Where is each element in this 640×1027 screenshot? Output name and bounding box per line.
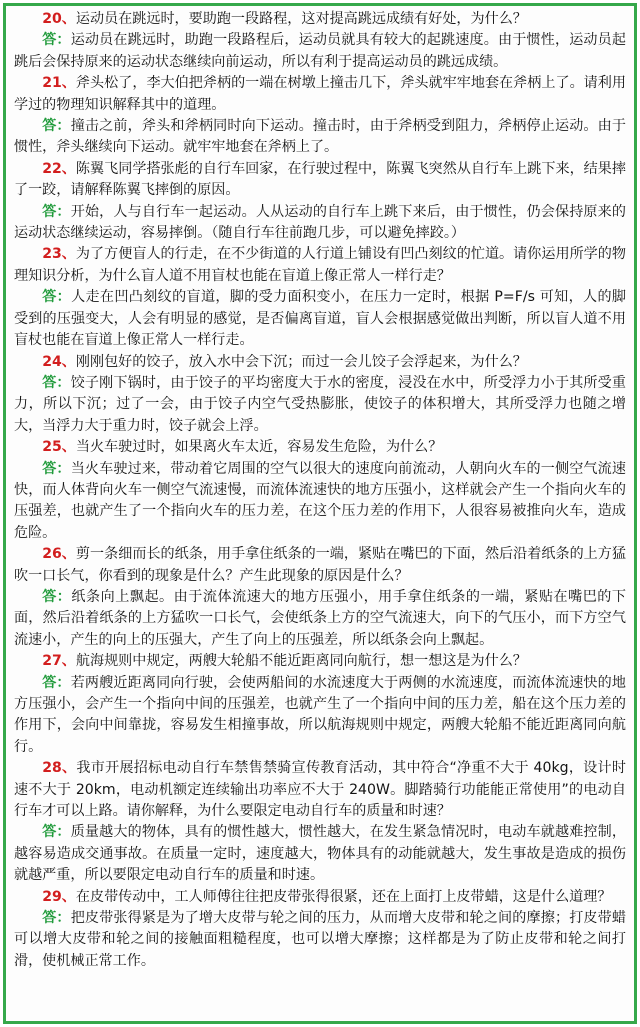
answer-text: 人走在凹凸刻纹的盲道，脚的受力面积变小，在压力一定时，根据 P=F/s 可知，人的脚受到的压强变大，人会有明显的感觉，是否偏离盲道，盲人会根据感觉做出判断，所以盲人道不用盲杖也能在盲道上像正常人一样行走。 xyxy=(14,289,627,349)
qa-list xyxy=(6,6,634,972)
question-number: 20、 xyxy=(42,11,76,27)
qa-item xyxy=(14,9,626,73)
answer xyxy=(14,587,626,651)
answer xyxy=(14,459,626,545)
answer-label: 答： xyxy=(42,289,72,306)
question xyxy=(14,9,626,30)
answer-text: 质量越大的物体，具有的惯性越大，惯性越大，在发生紧急情况时，电动车就越难控制，越容易造成交通事故。在质量一定时，速度越大，物体具有的动能就越大，发生事故是造成的损伤就越严重，所以要限定电动自行车的质量和时速。 xyxy=(14,824,627,884)
answer xyxy=(14,287,626,351)
question-number: 23、 xyxy=(42,246,76,263)
question-number: 25、 xyxy=(42,439,76,456)
answer-text: 纸条向上飘起。由于流体流速大的地方压强小，用手拿住纸条的一端，紧贴在嘴巴的下面，然后沿着纸条的上方猛吹一口长气，会使纸条上方的空气流速大，向下的气压小，而下方空气流速小，产生的向上的压强大，产生了向上的压强差，所以纸条会向上飘起。 xyxy=(14,588,626,648)
question xyxy=(14,887,626,908)
question xyxy=(14,244,626,287)
answer xyxy=(14,373,626,437)
answer xyxy=(14,673,626,759)
qa-item xyxy=(14,544,626,651)
question-number: 26、 xyxy=(42,546,76,563)
answer-label: 答： xyxy=(42,910,71,927)
question xyxy=(14,352,626,373)
answer-label: 答： xyxy=(42,118,71,135)
question-number: 24、 xyxy=(42,353,76,370)
question-text: 运动员在跳远时，要助跑一段路程，这对提高跳远成绩有好处，为什么？ xyxy=(75,11,527,27)
answer-label: 答： xyxy=(42,674,71,691)
question-number: 28、 xyxy=(42,760,77,777)
answer-label: 答： xyxy=(42,588,72,605)
question-number: 27、 xyxy=(42,653,76,670)
qa-item xyxy=(14,159,626,245)
answer-label: 答： xyxy=(42,824,71,841)
qa-item xyxy=(14,244,626,351)
question-text: 刚刚包好的饺子，放入水中会下沉；而过一会儿饺子会浮起来，为什么？ xyxy=(75,353,527,370)
qa-item xyxy=(14,887,626,973)
answer-text: 撞击之前，斧头和斧柄同时向下运动。撞击时，由于斧柄受到阻力，斧柄停止运动。由于惯性，斧头继续向下运动。就牢牢地套在斧柄上了。 xyxy=(14,118,627,156)
qa-item xyxy=(14,73,626,159)
answer xyxy=(14,908,626,972)
question-text: 为了方便盲人的行走，在不少街道的人行道上铺设有凹凸刻纹的忙道。请你运用所学的物理知识分析，为什么盲人道不用盲杖也能在盲道上像正常人一样行走？ xyxy=(14,246,626,284)
question-text: 航海规则中规定，两艘大轮船不能近距离同向航行，想一想这是为什么？ xyxy=(75,653,527,670)
document-frame xyxy=(3,3,637,1024)
question xyxy=(14,758,626,822)
answer xyxy=(14,30,626,73)
question xyxy=(14,73,626,116)
question-text: 剪一条细而长的纸条，用手拿住纸条的一端，紧贴在嘴巴的下面，然后沿着纸条的上方猛吹一口长气，你看到的现象是什么？产生此现象的原因是什么？ xyxy=(14,546,626,584)
qa-item xyxy=(14,437,626,544)
question-number: 29、 xyxy=(42,888,76,905)
answer-text: 当火车驶过来，带动着它周围的空气以很大的速度向前流动，人朝向火车的一侧空气流速快，而人体背向火车一侧空气流速慢，而流体流速快的地方压强小，这样就会产生一个指向火车的压强差，也就产生了一个指向火车的压力差，在这个压力差的作用下，人很容易被推向火车，造成危险。 xyxy=(14,460,627,541)
question xyxy=(14,159,626,202)
question-number: 21、 xyxy=(42,75,76,92)
answer-label: 答： xyxy=(42,32,71,49)
question-text: 陈翼飞同学搭张彪的自行车回家，在行驶过程中，陈翼飞突然从自行车上跳下来，结果摔了一跤，请解释陈翼飞摔倒的原因。 xyxy=(14,160,626,199)
qa-item xyxy=(14,352,626,438)
answer-text: 运动员在跳远时，助跑一段路程后，运动员就具有较大的起跳速度。由于惯性，运动员起跳后会保持原来的运动状态继续向前运动，所以有利于提高运动员的跳远成绩。 xyxy=(14,32,627,70)
answer-text: 饺子刚下锅时，由于饺子的平均密度大于水的密度，浸没在水中，所受浮力小于其所受重力，所以下沉；过了一会，由于饺子内空气受热膨胀，使饺子的体积增大，其所受浮力也随之增大，当浮力大于重力时，饺子就会上浮。 xyxy=(14,374,627,434)
qa-item xyxy=(14,651,626,758)
question xyxy=(14,437,626,458)
question-text: 我市开展招标电动自行车禁售禁骑宣传教育活动，其中符合“净重不大于 40kg，设计时速不大于 20km，电动机额定连续输出功率应不大于 240W。脚踏骑行功能能正常使用”的电动自行车才可以上路。请你解释，为什么要限定电动自行车的质量和时速？ xyxy=(14,760,626,820)
answer-label: 答： xyxy=(42,374,71,391)
answer-label: 答： xyxy=(42,460,71,477)
answer xyxy=(14,202,626,245)
question xyxy=(14,544,626,587)
question-text: 在皮带传动中，工人师傅往往把皮带张得很紧，还在上面打上皮带蜡，这是什么道理？ xyxy=(75,888,612,905)
answer-text: 把皮带张得紧是为了增大皮带与轮之间的压力，从而增大皮带和轮之间的摩擦；打皮带蜡可以增大皮带和轮之间的接触面粗糙程度，也可以增大摩擦；这样都是为了防止皮带和轮之间打滑，使机械正常工作。 xyxy=(14,910,627,969)
question-text: 当火车驶过时，如果离火车太近，容易发生危险，为什么？ xyxy=(75,439,443,456)
question-number: 22、 xyxy=(42,160,76,177)
answer xyxy=(14,822,626,886)
answer xyxy=(14,116,626,159)
answer-text: 开始，人与自行车一起运动。人从运动的自行车上跳下来后，由于惯性，仍会保持原来的运动状态继续运动，容易摔倒。（随自行车往前跑几步，可以避免摔跤。） xyxy=(14,203,627,242)
question xyxy=(14,651,626,672)
question-text: 斧头松了，李大伯把斧柄的一端在树墩上撞击几下，斧头就牢牢地套在斧柄上了。请利用学过的物理知识解释其中的道理。 xyxy=(14,75,626,113)
answer-text: 若两艘近距离同向行驶，会使两船间的水流速度大于两侧的水流速度，而流体流速快的地方压强小，会产生一个指向中间的压强差，也就产生了一个指向中间的压力差，船在这个压力差的作用下，会向中间靠拢，容易发生相撞事故，所以航海规则中规定，两艘大轮船不能近距离同向航行。 xyxy=(14,674,627,755)
qa-item xyxy=(14,758,626,886)
answer-label: 答： xyxy=(42,203,71,220)
